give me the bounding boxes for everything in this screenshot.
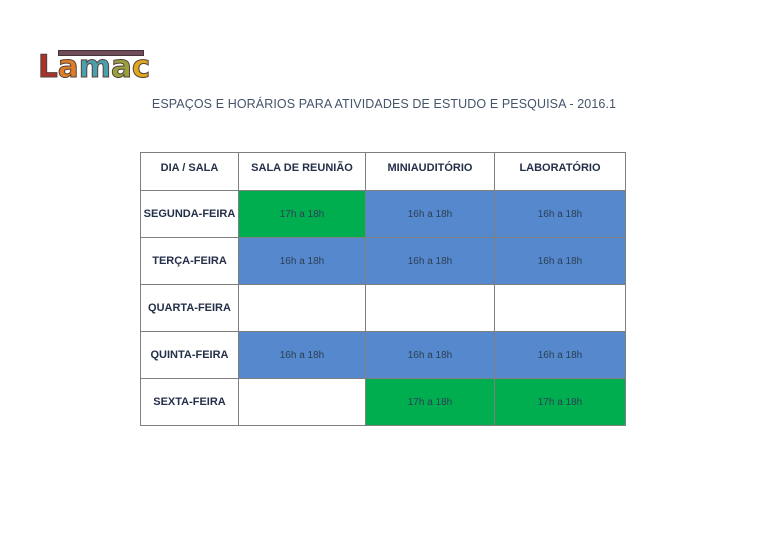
column-header-laboratorio: LABORATÓRIO	[495, 153, 626, 191]
column-header-sala-de-reuniao: SALA DE REUNIÃO	[239, 153, 366, 191]
day-label-cell: TERÇA-FEIRA	[141, 238, 239, 285]
schedule-cell: 17h a 18h	[366, 379, 495, 426]
lamac-logo	[38, 44, 150, 92]
day-label-cell: SEGUNDA-FEIRA	[141, 191, 239, 238]
logo-word	[38, 46, 150, 88]
schedule-cell: 16h a 18h	[239, 238, 366, 285]
logo-letter: c	[131, 49, 151, 85]
table-row	[141, 332, 626, 379]
schedule-cell	[239, 379, 366, 426]
table-row	[141, 238, 626, 285]
day-label-cell: QUINTA-FEIRA	[141, 332, 239, 379]
day-label-cell: QUARTA-FEIRA	[141, 285, 239, 332]
schedule-cell: 16h a 18h	[366, 191, 495, 238]
logo-letter: L	[38, 49, 58, 85]
schedule-cell: 16h a 18h	[366, 238, 495, 285]
schedule-cell	[495, 285, 626, 332]
column-header-dia-sala: DIA / SALA	[141, 153, 239, 191]
schedule-cell: 17h a 18h	[239, 191, 366, 238]
schedule-cell: 17h a 18h	[495, 379, 626, 426]
logo-letter: m	[78, 49, 111, 85]
schedule-cell: 16h a 18h	[239, 332, 366, 379]
logo-letter: a	[111, 49, 132, 85]
logo-letter: a	[57, 49, 79, 85]
table-row	[141, 379, 626, 426]
header-row	[141, 153, 626, 191]
schedule-cell: 16h a 18h	[495, 332, 626, 379]
day-label-cell: SEXTA-FEIRA	[141, 379, 239, 426]
page-title: ESPAÇOS E HORÁRIOS PARA ATIVIDADES DE ESTUDO E PESQUISA - 2016.1	[151, 97, 617, 111]
schedule-cell: 16h a 18h	[495, 191, 626, 238]
column-header-miniauditorio: MINIAUDITÓRIO	[366, 153, 495, 191]
schedule-cell: 16h a 18h	[495, 238, 626, 285]
table-row	[141, 191, 626, 238]
schedule-table-body	[141, 191, 626, 426]
table-row	[141, 285, 626, 332]
schedule-cell	[239, 285, 366, 332]
schedule-table	[140, 152, 626, 426]
schedule-cell	[366, 285, 495, 332]
schedule-cell: 16h a 18h	[366, 332, 495, 379]
